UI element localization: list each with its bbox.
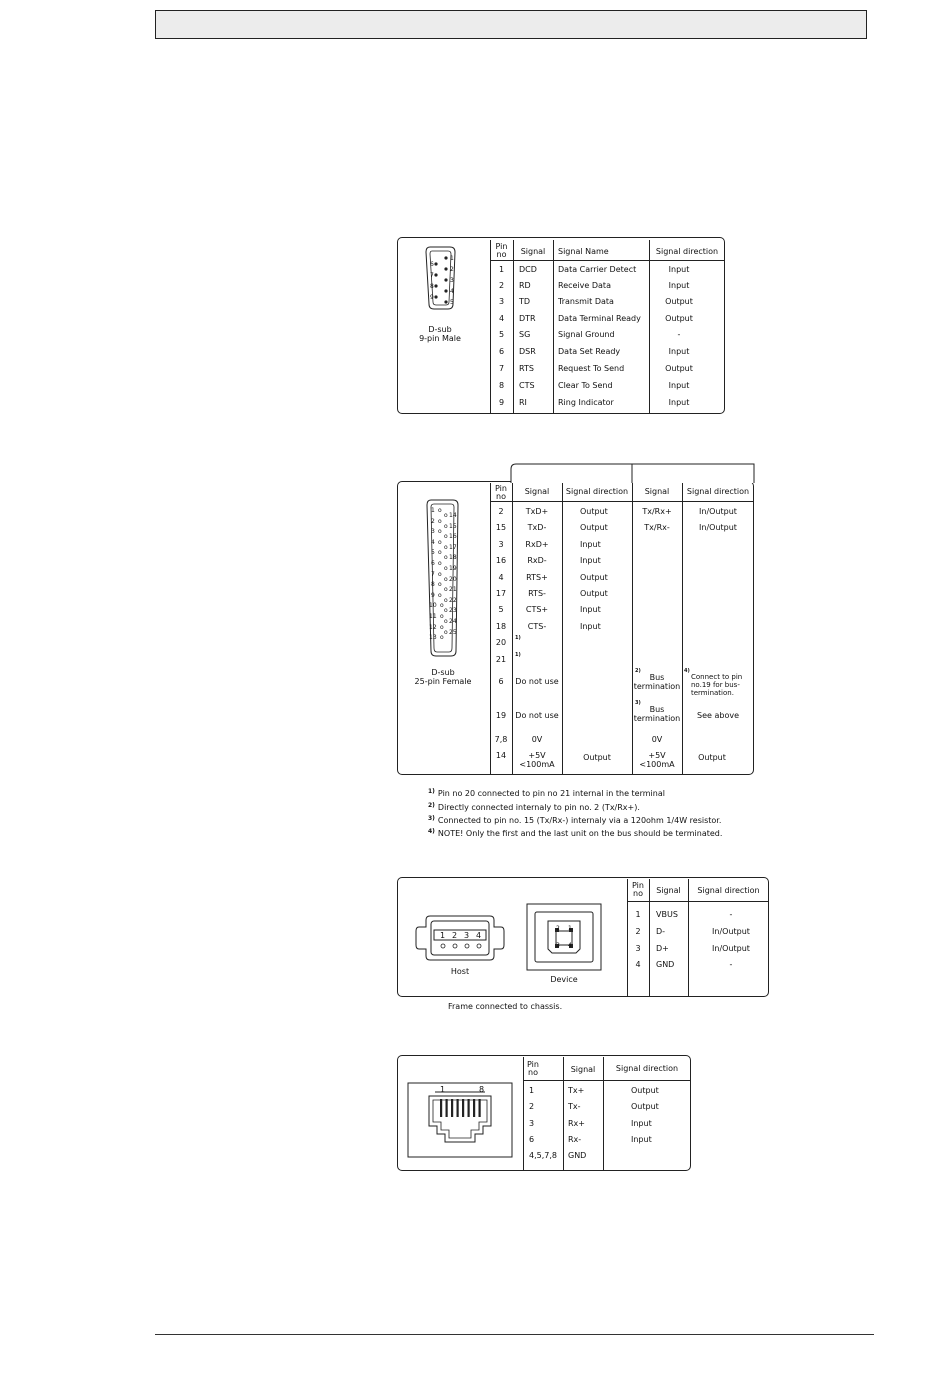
rj45-cell-signal: GND — [568, 1151, 587, 1160]
db25-cell-signal: CTS+ — [525, 605, 549, 614]
db9-cell-direction: Output — [665, 364, 693, 373]
db25-pin-label: 22 — [449, 596, 457, 604]
usb-cell-direction: - — [729, 910, 733, 919]
usb-header-direction: Signal direction — [697, 886, 760, 895]
db25-pin-dot: o — [438, 538, 442, 546]
db9-cell-signal: TD — [519, 297, 531, 306]
db9-cell-direction: Output — [665, 297, 693, 306]
db25-header-pin: Pin — [495, 484, 507, 493]
db25-pin-label: 12 — [429, 623, 437, 631]
db25-connector-label: 25-pin Female — [414, 677, 472, 686]
db25-cell-direction: Output — [583, 753, 611, 762]
db25-cell-signal: 0V — [531, 735, 543, 744]
db9-pin-label: 6 — [430, 261, 434, 268]
db25-pin-dot: o — [440, 623, 444, 631]
db9-cell-direction: Input — [668, 398, 690, 407]
db9-cell-name: Ring Indicator — [558, 398, 614, 407]
db25-pin-label: 9 — [431, 591, 435, 599]
db25-pin-dot: o — [438, 517, 442, 525]
db25-cell-signal-b: +5V — [648, 751, 666, 760]
db25-cell-pin: 4 — [498, 573, 504, 582]
rj45-connector-icon — [407, 1082, 513, 1158]
db9-header-signal: Signal — [520, 247, 546, 256]
footer-rule — [155, 1334, 874, 1335]
db9-pin-label: 7 — [430, 272, 434, 279]
db25-cell-signal: RxD- — [527, 556, 547, 565]
db25-pin-dot: o — [444, 512, 448, 519]
db25-pin-dot: o — [438, 560, 442, 567]
db9-cell-pin: 5 — [498, 330, 505, 339]
db9-connector-label: 9-pin Male — [419, 334, 461, 343]
db25-pin-label: 23 — [449, 607, 457, 615]
db25-cell-direction-b: In/Output — [699, 523, 737, 532]
db25-cell-pin: 15 — [495, 523, 507, 532]
usb-cell-pin: 3 — [635, 944, 641, 953]
db25-cell-pin: 16 — [495, 556, 507, 565]
db9-cell-name: Request To Send — [558, 364, 625, 373]
db25-pin-label: 2 — [431, 517, 435, 525]
db25-connector-label: D-sub — [431, 668, 455, 677]
db25-pin-dot: o — [444, 522, 448, 530]
rj45-cell-signal: Rx+ — [568, 1119, 585, 1128]
db9-cell-pin: 4 — [498, 314, 505, 323]
db9-pin-label: 2 — [450, 266, 454, 273]
usb-device-connector-icon — [526, 903, 602, 971]
rj45-cell-direction: Output — [631, 1086, 659, 1095]
db25-footnote-ref: 1) — [515, 652, 521, 658]
db25-pin-label: 25 — [449, 628, 457, 636]
db25-pin-dot: o — [444, 533, 448, 541]
usb-host-pin-label: 2 — [452, 931, 458, 940]
usb-device-pin-label: 2 — [556, 925, 560, 932]
db25-pin-dot: o — [444, 628, 448, 636]
db9-cell-pin: 3 — [498, 297, 505, 306]
usb-cell-direction: - — [729, 960, 733, 969]
db9-cell-direction: - — [677, 330, 681, 339]
db9-header-direction: Signal direction — [655, 247, 719, 256]
db9-cell-name: Data Carrier Detect — [558, 265, 637, 274]
db25-cell-direction: Output — [580, 573, 608, 582]
db25-cell-pin: 6 — [498, 677, 504, 686]
usb-host-connector-icon — [414, 915, 506, 963]
footnote: $^{2)}$ Directly connected internaly to pin no. 2 (Tx/Rx+). — [428, 802, 640, 812]
db9-cell-signal: DTR — [519, 314, 536, 323]
rj45-cell-direction: Output — [631, 1102, 659, 1111]
db25-cell-direction: Output — [580, 507, 608, 516]
db9-cell-signal: DSR — [519, 347, 536, 356]
rj45-pin-label: 8 — [479, 1085, 485, 1094]
db25-cell-direction: Output — [580, 589, 608, 598]
db25-pin-label: 21 — [449, 586, 457, 594]
footnote: $^{4)}$ NOTE! Only the first and the last unit on the bus should be terminated. — [428, 828, 723, 838]
db9-cell-signal: RTS — [519, 364, 534, 373]
db9-cell-signal: SG — [519, 330, 531, 339]
db25-pin-label: 6 — [431, 560, 435, 567]
db25-cell-signal-b: <100mA — [639, 760, 675, 769]
rj45-cell-signal: Tx- — [568, 1102, 581, 1111]
usb-host-pin-label: 3 — [464, 931, 470, 940]
db9-cell-name: Data Set Ready — [558, 347, 621, 356]
db9-cell-name: Signal Ground — [558, 330, 615, 339]
db25-cell-signal-b: Bus — [649, 705, 665, 714]
db25-pin-dot: o — [444, 586, 448, 594]
db9-cell-direction: Input — [668, 381, 690, 390]
db25-cell-signal-b: termination — [633, 682, 681, 691]
rj45-cell-signal: Tx+ — [568, 1086, 585, 1095]
usb-cell-signal: VBUS — [656, 910, 678, 919]
db9-cell-name: Transmit Data — [558, 297, 614, 306]
db9-pin-label: 8 — [430, 283, 434, 290]
db25-pin-dot: o — [444, 543, 448, 551]
db25-cell-signal: RxD+ — [525, 540, 549, 549]
footnote: $^{3)}$ Connected to pin no. 15 (Tx/Rx-) internaly via a 120ohm 1/4W resistor. — [428, 815, 722, 825]
rj45-cell-direction: Input — [631, 1119, 652, 1128]
page-header-bar — [155, 10, 867, 39]
db25-footnote-ref: 2) — [635, 668, 641, 674]
db25-cell-direction: Input — [580, 540, 601, 549]
db25-pin-label: 24 — [449, 618, 457, 625]
db25-cell-pin: 18 — [495, 622, 507, 631]
usb-cell-pin: 2 — [635, 927, 641, 936]
db9-cell-name: Clear To Send — [558, 381, 613, 390]
usb-cell-direction: In/Output — [712, 944, 750, 953]
db25-cell-signal-b: termination — [633, 714, 681, 723]
db25-pin-label: 11 — [429, 613, 437, 620]
db25-pin-dot: o — [438, 549, 442, 557]
db25-pin-dot: o — [444, 575, 448, 583]
db25-cell-pin: 19 — [495, 711, 507, 720]
rj45-cell-pin: 6 — [529, 1135, 535, 1144]
db9-pin-label: 9 — [430, 294, 434, 301]
db9-cell-signal: DCD — [519, 265, 537, 274]
db25-pin-dot: o — [444, 618, 448, 625]
db25-cell-direction: Input — [580, 622, 601, 631]
db9-cell-direction: Input — [668, 265, 690, 274]
db25-cell-direction: Input — [580, 605, 601, 614]
db25-footnote-ref: 1) — [515, 635, 521, 641]
rj45-pin-label: 1 — [440, 1085, 446, 1094]
db25-cell-signal: TxD+ — [525, 507, 549, 516]
db25-header-tab — [510, 463, 755, 483]
rj45-cell-pin: 3 — [529, 1119, 535, 1128]
db25-pin-dot: o — [444, 565, 448, 572]
db25-pin-dot: o — [440, 602, 444, 610]
db25-pin-label: 15 — [449, 522, 457, 530]
db9-cell-pin: 6 — [498, 347, 505, 356]
usb-cell-direction: In/Output — [712, 927, 750, 936]
db25-cell-pin: 3 — [498, 540, 504, 549]
db9-cell-direction: Output — [665, 314, 693, 323]
db25-cell-pin: 2 — [498, 507, 504, 516]
db25-cell-signal-b: Tx/Rx+ — [642, 507, 672, 516]
db25-cell-pin: 14 — [495, 751, 507, 760]
db9-connector-label: D-sub — [428, 325, 452, 334]
db25-cell-signal-b: Tx/Rx- — [644, 523, 670, 532]
db25-pin-label: 17 — [449, 543, 457, 551]
db25-header-direction-a: Signal direction — [565, 487, 629, 496]
db25-pin-dot: o — [444, 596, 448, 604]
usb-cell-signal: D- — [656, 927, 666, 936]
db25-header-signal-b: Signal — [644, 487, 670, 496]
db25-cell-direction-b: Connect to pin — [691, 673, 743, 681]
db25-cell-direction-b: no.19 for bus- — [691, 681, 740, 689]
db25-pin-label: 16 — [449, 533, 457, 541]
db9-cell-pin: 2 — [498, 281, 505, 290]
db9-pin-label: 1 — [450, 255, 454, 262]
db9-cell-pin: 7 — [498, 364, 505, 373]
db25-header-pin: no — [496, 492, 506, 501]
db25-pin-label: 5 — [431, 549, 435, 557]
rj45-header-direction: Signal direction — [615, 1064, 679, 1073]
db25-cell-pin: 7,8 — [494, 735, 508, 744]
usb-host-pin-label: 1 — [440, 931, 446, 940]
db9-header-pin: Pin — [495, 242, 508, 251]
usb-device-pin-label: 3 — [556, 942, 560, 949]
db9-header-pin: no — [496, 250, 507, 259]
usb-header-pin: Pin — [632, 881, 644, 890]
db25-cell-signal-b: 0V — [651, 735, 663, 744]
usb-host-label: Host — [450, 967, 470, 976]
rj45-cell-pin: 2 — [529, 1102, 535, 1111]
db25-header-direction-b: Signal direction — [686, 487, 750, 496]
db9-pin-label: 4 — [450, 288, 454, 295]
db25-cell-signal: Do not use — [515, 711, 559, 720]
db25-cell-signal: CTS- — [527, 622, 547, 631]
rj45-cell-pin: 1 — [529, 1086, 535, 1095]
db25-pin-dot: o — [444, 607, 448, 615]
db25-pin-label: 10 — [429, 602, 437, 610]
db25-cell-pin: 17 — [495, 589, 507, 598]
db9-cell-direction: Input — [668, 281, 690, 290]
db25-footnote-ref: 3) — [635, 700, 641, 706]
usb-cell-pin: 1 — [635, 910, 641, 919]
db25-pin-label: 20 — [449, 575, 457, 583]
db25-cell-pin: 20 — [495, 638, 507, 647]
usb-header-pin: no — [633, 889, 643, 898]
rj45-cell-direction: Input — [631, 1135, 652, 1144]
db25-pin-label: 7 — [431, 570, 435, 578]
db25-cell-direction-b: Output — [698, 753, 726, 762]
db25-pin-label: 1 — [431, 507, 435, 514]
db9-cell-name: Receive Data — [558, 281, 611, 290]
db25-pin-label: 13 — [429, 634, 437, 642]
rj45-cell-pin: 4,5,7,8 — [529, 1151, 557, 1160]
db9-cell-signal: CTS — [519, 381, 535, 390]
usb-cell-signal: GND — [656, 960, 675, 969]
rj45-header-pin: no — [528, 1068, 538, 1077]
db9-cell-pin: 1 — [498, 265, 505, 274]
footnote: $^{1)}$ Pin no 20 connected to pin no 21 internal in the terminal — [428, 788, 665, 798]
db25-cell-signal: TxD- — [527, 523, 547, 532]
db25-pin-label: 3 — [431, 528, 435, 536]
usb-device-pin-label: 1 — [568, 925, 572, 932]
db25-pin-dot: o — [438, 528, 442, 536]
db25-pin-label: 14 — [449, 512, 457, 519]
db25-cell-signal: RTS+ — [526, 573, 548, 582]
db25-pin-label: 19 — [449, 565, 457, 572]
db25-cell-signal: <100mA — [519, 760, 555, 769]
db25-pin-dot: o — [438, 591, 442, 599]
db9-header-name: Signal Name — [558, 247, 609, 256]
usb-device-pin-label: 4 — [568, 942, 572, 949]
db25-pin-dot: o — [438, 507, 442, 514]
rj45-cell-signal: Rx- — [568, 1135, 582, 1144]
db25-pin-dot: o — [438, 570, 442, 578]
db25-cell-pin: 21 — [495, 655, 507, 664]
db25-pin-label: 18 — [449, 554, 457, 562]
db25-cell-pin: 5 — [498, 605, 504, 614]
db25-header-signal-a: Signal — [524, 487, 550, 496]
db25-pin-dot: o — [444, 554, 448, 562]
usb-host-pin-label: 4 — [476, 931, 482, 940]
rj45-header-signal: Signal — [570, 1065, 596, 1074]
db25-cell-direction: Input — [580, 556, 601, 565]
db9-cell-pin: 9 — [498, 398, 505, 407]
db9-cell-signal: RI — [519, 398, 527, 407]
db25-footnote-ref: 4) — [684, 668, 690, 674]
usb-device-label: Device — [550, 975, 578, 984]
db25-cell-signal: RTS- — [528, 589, 546, 598]
db25-cell-signal-b: Bus — [649, 673, 665, 682]
db25-cell-direction: Output — [580, 523, 608, 532]
db25-pin-label: 8 — [431, 581, 435, 589]
db25-pin-dot: o — [440, 613, 444, 620]
usb-cell-pin: 4 — [635, 960, 641, 969]
db25-cell-direction-b: See above — [697, 711, 739, 720]
db25-cell-signal: Do not use — [515, 677, 559, 686]
db9-pin-label: 3 — [450, 277, 454, 284]
db25-cell-signal: +5V — [528, 751, 546, 760]
db9-pin-label: 5 — [450, 299, 454, 306]
db9-cell-signal: RD — [519, 281, 531, 290]
usb-cell-signal: D+ — [656, 944, 669, 953]
usb-frame-note: Frame connected to chassis. — [448, 1002, 563, 1011]
usb-header-signal: Signal — [656, 886, 681, 895]
db9-cell-direction: Input — [668, 347, 690, 356]
db25-cell-direction-b: termination. — [691, 689, 734, 697]
db25-pin-label: 4 — [431, 538, 435, 546]
db9-cell-name: Data Terminal Ready — [558, 314, 641, 323]
db25-pin-dot: o — [440, 634, 444, 642]
db9-cell-pin: 8 — [498, 381, 505, 390]
rj45-header-pin: Pin — [527, 1060, 539, 1069]
db25-cell-direction-b: In/Output — [699, 507, 737, 516]
db25-pin-dot: o — [438, 581, 442, 589]
